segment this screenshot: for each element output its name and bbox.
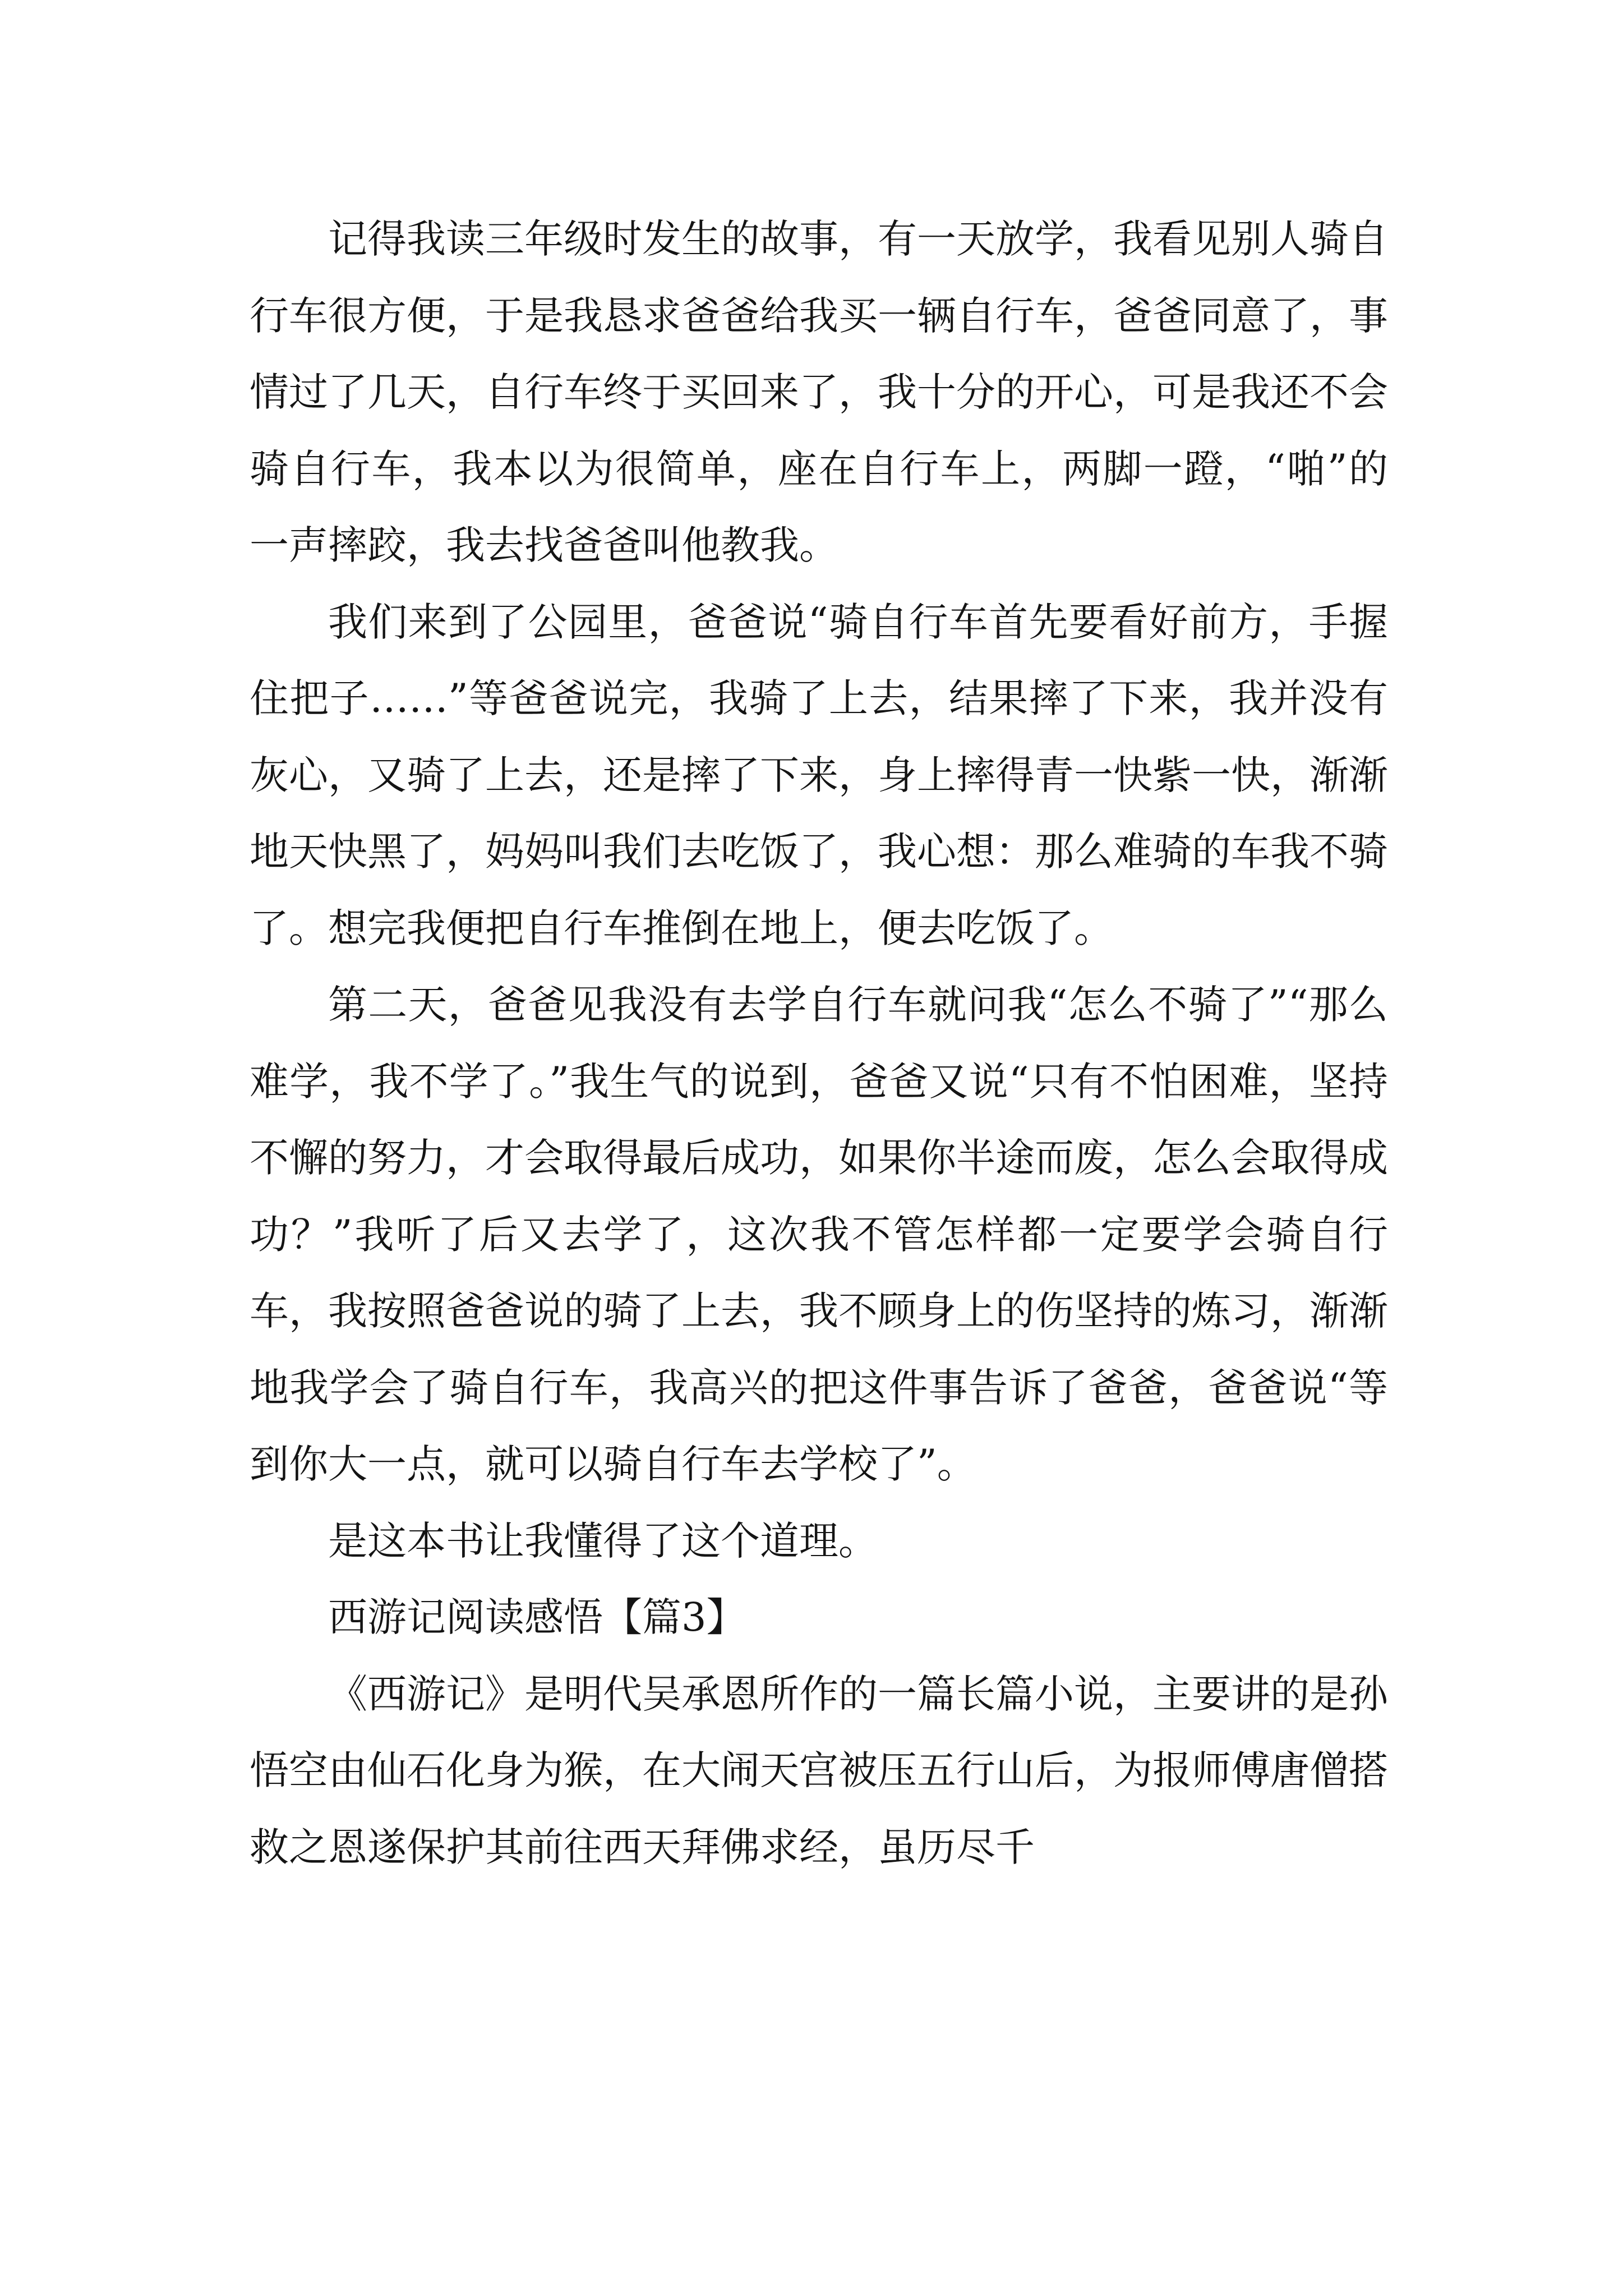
- paragraph-lesson: 是这本书让我懂得了这个道理。: [328, 1517, 878, 1564]
- body-text: [250, 201, 1388, 1885]
- paragraph-next-day: 第二天，爸爸见我没有去学自行车就问我“怎么不骑了”“那么难学，我不学了。”我生气的说到，爸爸又说“只有不怕困难，坚持不懈的努力，才会取得最后成功，如果你半途而废，怎么会取得成功？”我听了后又去学了，这次我不管怎样都一定要学会骑自行车，我按照爸爸说的骑了上去，我不顾身上的伤坚持的炼习，渐渐地我学会了骑自行车，我高兴的把这件事告诉了爸爸，爸爸说“等到你大一点，就可以骑自行车去学校了”。: [250, 982, 1388, 1487]
- paragraph-journey-west: 《西游记》是明代吴承恩所作的一篇长篇小说，主要讲的是孙悟空由仙石化身为猴，在大闹天宫被压五行山后，为报师傅唐僧搭救之恩遂保护其前往西天拜佛求经，虽历尽千: [250, 1671, 1388, 1870]
- paragraph-learning-bike: 记得我读三年级时发生的故事，有一天放学，我看见别人骑自行车很方便，于是我恳求爸爸给我买一辆自行车，爸爸同意了，事情过了几天，自行车终于买回来了，我十分的开心，可是我还不会骑自行车，我本以为很简单，座在自行车上，两脚一蹬，“啪”的一声摔跤，我去找爸爸叫他教我。: [250, 216, 1388, 568]
- paragraph-park-practice: 我们来到了公园里，爸爸说“骑自行车首先要看好前方，手握住把子……”等爸爸说完，我骑了上去，结果摔了下来，我并没有灰心，又骑了上去，还是摔了下来，身上摔得青一快紫一快，渐渐地天快黑了，妈妈叫我们去吃饭了，我心想：那么难骑的车我不骑了。想完我便把自行车推倒在地上，便去吃饭了。: [250, 599, 1388, 951]
- section-heading: 西游记阅读感悟【篇3】: [328, 1594, 746, 1640]
